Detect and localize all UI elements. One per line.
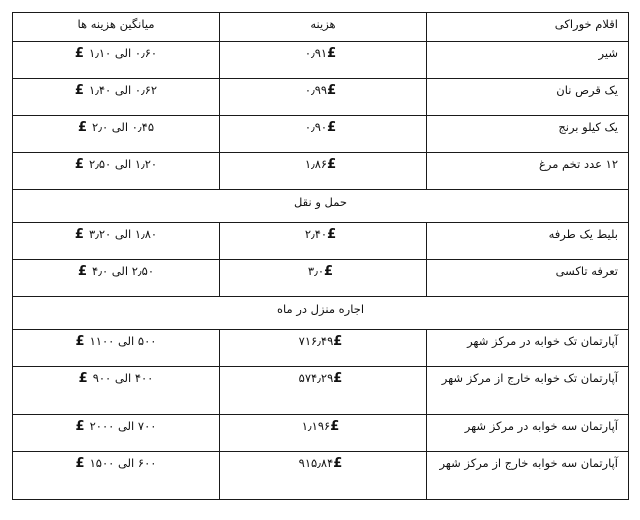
item-cell: یک کیلو برنج <box>427 116 629 153</box>
header-cost: هزینه <box>220 13 427 42</box>
header-item: اقلام خوراکی <box>427 13 629 42</box>
item-cell: ۱۲ عدد تخم مرغ <box>427 153 629 190</box>
table-row <box>13 260 629 297</box>
currency-symbol: £ <box>333 334 343 349</box>
currency-symbol: £ <box>77 120 88 135</box>
avg-value: ۷۰۰ الی ۲۰۰۰ <box>89 419 157 433</box>
currency-symbol: £ <box>333 371 343 386</box>
cost-value: ۹۱۵٫۸۴ <box>298 456 334 470</box>
item-cell: آپارتمان سه خوابه در مرکز شهر <box>427 415 629 452</box>
cost-cell <box>220 260 427 297</box>
item-cell: یک قرص نان <box>427 79 629 116</box>
item-cell: آپارتمان تک خوابه در مرکز شهر <box>427 330 629 367</box>
cost-value: ۵۷۴٫۲۹ <box>298 371 334 385</box>
cost-cell <box>220 223 427 260</box>
currency-symbol: £ <box>327 46 337 61</box>
currency-symbol: £ <box>78 371 88 386</box>
currency-symbol: £ <box>75 419 85 434</box>
avg-cell <box>13 330 220 367</box>
avg-value: ۰٫۴۵ الی ۲٫۰ <box>92 120 154 134</box>
section-row <box>13 190 629 223</box>
cost-cell <box>220 116 427 153</box>
avg-value: ۱٫۲۰ الی ۲٫۵۰ <box>88 157 158 171</box>
cost-value: ۷۱۶٫۴۹ <box>298 334 334 348</box>
avg-cell <box>13 116 220 153</box>
item-cell: تعرفه تاکسی <box>427 260 629 297</box>
avg-cell <box>13 367 220 415</box>
item-cell: آپارتمان سه خوابه خارج از مرکز شهر <box>427 452 629 500</box>
cost-value: ۱٫۸۶ <box>304 157 328 171</box>
avg-cell <box>13 79 220 116</box>
currency-symbol: £ <box>74 83 84 98</box>
avg-value: ۵۰۰ الی ۱۱۰۰ <box>89 334 157 348</box>
header-row <box>13 13 629 42</box>
currency-symbol: £ <box>75 456 85 471</box>
cost-cell <box>220 153 427 190</box>
section-title-rent: اجاره منزل در ماه <box>13 297 629 330</box>
item-cell: آپارتمان تک خوابه خارج از مرکز شهر <box>427 367 629 415</box>
table-row <box>13 79 629 116</box>
table-row <box>13 415 629 452</box>
section-row <box>13 297 629 330</box>
avg-value: ۱٫۸۰ الی ۳٫۲۰ <box>88 227 158 241</box>
cost-cell <box>220 42 427 79</box>
avg-value: ۰٫۶۲ الی ۱٫۴۰ <box>88 83 158 97</box>
cost-of-living-table <box>12 12 629 500</box>
item-cell: شیر <box>427 42 629 79</box>
currency-symbol: £ <box>327 157 337 172</box>
table-row <box>13 452 629 500</box>
cost-value: ۰٫۹۹ <box>304 83 328 97</box>
cost-cell <box>220 79 427 116</box>
avg-cell <box>13 153 220 190</box>
avg-value: ۶۰۰ الی ۱۵۰۰ <box>89 456 157 470</box>
section-title-transport: حمل و نقل <box>13 190 629 223</box>
header-avg: میانگین هزینه ها <box>13 13 220 42</box>
cost-value: ۳٫۰ <box>307 264 325 278</box>
avg-value: ۴۰۰ الی ۹۰۰ <box>92 371 154 385</box>
avg-cell <box>13 223 220 260</box>
avg-value: ۰٫۶۰ الی ۱٫۱۰ <box>88 46 158 60</box>
table-row <box>13 330 629 367</box>
table-row <box>13 42 629 79</box>
currency-symbol: £ <box>327 227 337 242</box>
avg-cell <box>13 260 220 297</box>
currency-symbol: £ <box>74 227 84 242</box>
cost-value: ۰٫۹۰ <box>304 120 328 134</box>
currency-symbol: £ <box>324 264 334 279</box>
cost-cell <box>220 415 427 452</box>
cost-cell <box>220 330 427 367</box>
cost-cell <box>220 452 427 500</box>
currency-symbol: £ <box>327 120 337 135</box>
table-row <box>13 367 629 415</box>
currency-symbol: £ <box>74 46 84 61</box>
currency-symbol: £ <box>77 264 88 279</box>
table-row <box>13 223 629 260</box>
currency-symbol: £ <box>333 456 343 471</box>
currency-symbol: £ <box>74 157 84 172</box>
cost-value: ۲٫۴۰ <box>304 227 328 241</box>
avg-cell <box>13 415 220 452</box>
table-row <box>13 116 629 153</box>
currency-symbol: £ <box>330 419 340 434</box>
avg-cell <box>13 452 220 500</box>
item-cell: بلیط یک طرفه <box>427 223 629 260</box>
avg-value: ۲٫۵۰ الی ۴٫۰ <box>92 264 154 278</box>
cost-value: ۱٫۱۹۶ <box>301 419 331 433</box>
currency-symbol: £ <box>75 334 85 349</box>
currency-symbol: £ <box>327 83 337 98</box>
table-row <box>13 153 629 190</box>
cost-cell <box>220 367 427 415</box>
avg-cell <box>13 42 220 79</box>
cost-value: ۰٫۹۱ <box>304 46 328 60</box>
